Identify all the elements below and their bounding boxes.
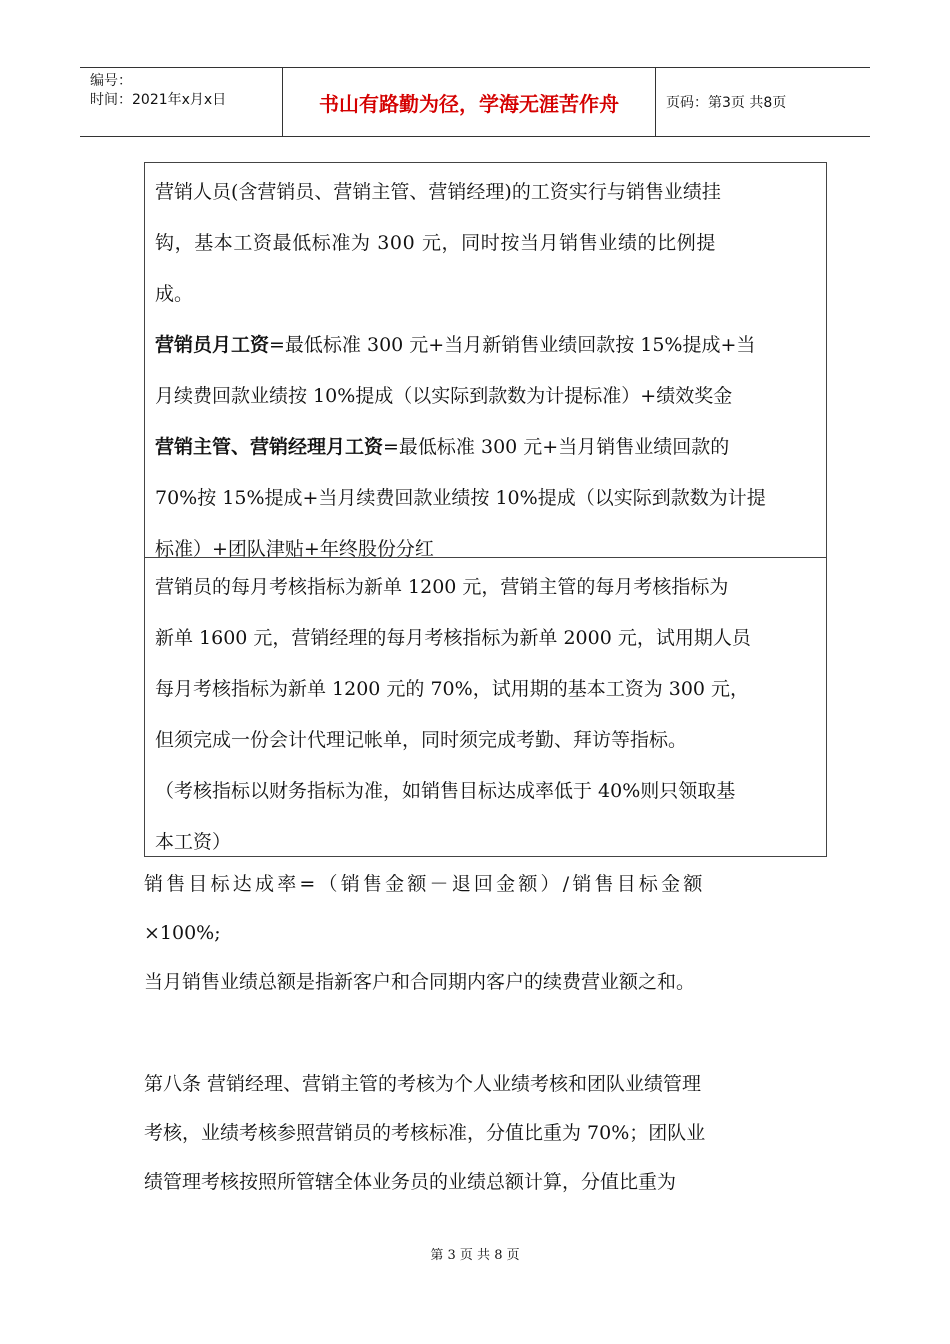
bold-term: 营销员月工资 [155, 334, 270, 356]
text-line: 第八条 营销经理、营销主管的考核为个人业绩考核和团队业绩管理 [144, 1073, 702, 1095]
page-header [80, 67, 870, 137]
text-line: ×100%; [144, 922, 221, 944]
header-meta [80, 68, 283, 136]
achievement-formula [144, 860, 834, 1007]
text-line: 70%按 15%提成+当月续费回款业绩按 10%提成（以实际到款数为计提 [155, 487, 766, 509]
text-line: 成。 [155, 283, 194, 305]
text-span: =最低标准 300 元+当月新销售业绩回款按 15%提成+当 [269, 334, 756, 356]
text-line: 考核，业绩考核参照营销员的考核标准，分值比重为 70%；团队业 [144, 1122, 706, 1144]
assessment-box [144, 557, 827, 857]
text-line: 每月考核指标为新单 1200 元的 70%，试用期的基本工资为 300 元， [155, 678, 750, 700]
bold-term: 营销主管、营销经理月工资 [155, 436, 384, 458]
header-page-label: 页码：第3页 共8页 [666, 95, 787, 111]
text-line: 新单 1600 元，营销经理的每月考核指标为新单 2000 元，试用期人员 [155, 627, 751, 649]
text-line: 绩管理考核按照所管辖全体业务员的业绩总额计算，分值比重为 [144, 1171, 677, 1193]
text-line: 但须完成一份会计代理记帐单，同时须完成考勤、拜访等指标。 [155, 729, 688, 751]
page-footer: 第 3 页 共 8 页 [430, 1248, 520, 1263]
text-line: 钩，基本工资最低标准为 300 元，同时按当月销售业绩的比例提 [155, 232, 716, 254]
text-line: 标准）+团队津贴+年终股份分红 [155, 538, 434, 560]
text-line: （考核指标以财务指标为准，如销售目标达成率低于 40%则只领取基 [155, 780, 736, 802]
text-line: 月续费回款业绩按 10%提成（以实际到款数为计提标准）+绩效奖金 [155, 385, 733, 407]
salary-box [144, 162, 827, 558]
text-line: 当月销售业绩总额是指新客户和合同期内客户的续费营业额之和。 [144, 971, 696, 993]
text-line: 本工资） [155, 831, 232, 853]
article-eight [144, 1060, 834, 1207]
time-label: 时间：2021年x月x日 [90, 92, 227, 108]
text-line: 营销员的每月考核指标为新单 1200 元，营销主管的每月考核指标为 [155, 576, 729, 598]
text-line [155, 320, 818, 371]
header-motto: 书山有路勤为径，学海无涯苦作舟 [283, 68, 656, 136]
text-line: 销售目标达成率=（销售金额－退回金额）/销售目标金额 [144, 873, 706, 895]
text-span: =最低标准 300 元+当月销售业绩回款的 [383, 436, 730, 458]
number-label: 编号： [90, 73, 132, 89]
text-line [155, 422, 818, 473]
text-line: 营销人员(含营销员、营销主管、营销经理)的工资实行与销售业绩挂 [155, 181, 721, 203]
